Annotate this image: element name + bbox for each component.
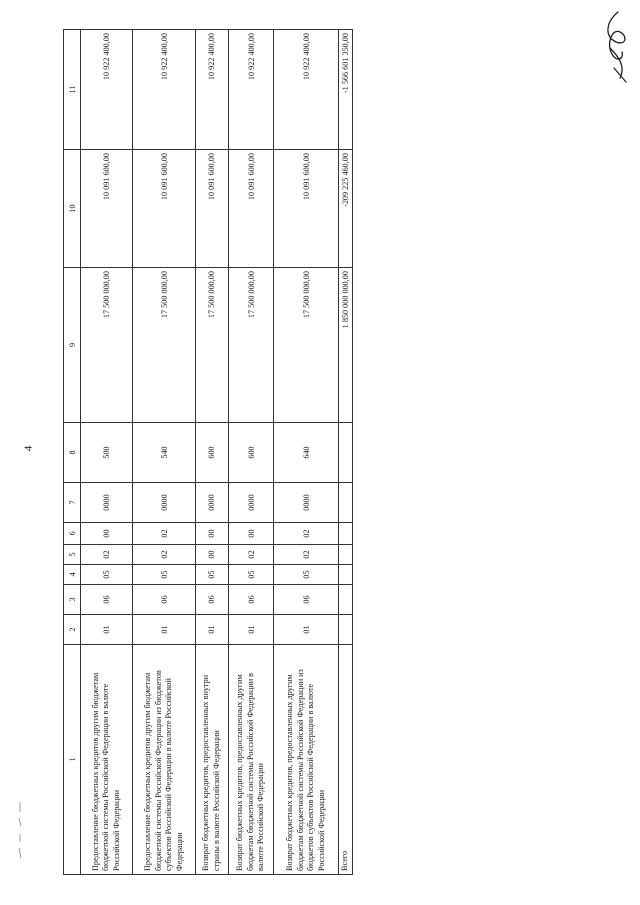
- code-cell: 05: [195, 565, 228, 585]
- code-cell: 600: [195, 423, 228, 483]
- amount-cell: 17 500 000,00: [81, 268, 133, 423]
- row-description: Возврат бюджетных кредитов, предоставленных другим бюджетам бюджетной системы Российской Федерации в валюте Российской Федерации: [229, 645, 274, 875]
- table-row: [195, 30, 228, 875]
- code-cell: 05: [229, 565, 274, 585]
- row-description: Возврат бюджетных кредитов, предоставленных внутри страны в валюте Российской Федерации: [195, 645, 228, 875]
- code-cell: 540: [133, 423, 195, 483]
- amount-cell: 10 091 600,00: [195, 150, 228, 268]
- code-cell: 05: [274, 565, 338, 585]
- code-cell: 500: [81, 423, 133, 483]
- code-cell: 0000: [274, 483, 338, 523]
- column-header: 3: [64, 585, 81, 615]
- code-cell: 06: [195, 585, 228, 615]
- column-header: 10: [64, 150, 81, 268]
- total-label: Всего: [338, 645, 352, 875]
- amount-cell: 17 500 000,00: [195, 268, 228, 423]
- amount-cell: 10 091 600,00: [274, 150, 338, 268]
- handwritten-signature: [598, 8, 632, 88]
- table-row: [81, 30, 133, 875]
- amount-cell: 10 922 400,00: [133, 30, 195, 150]
- page-number: 4: [22, 445, 35, 452]
- code-cell: 0000: [195, 483, 228, 523]
- total-amount: -1 566 601 350,00: [338, 30, 352, 150]
- amount-cell: 17 500 000,00: [133, 268, 195, 423]
- table-row: [133, 30, 195, 875]
- code-cell: 01: [195, 615, 228, 645]
- column-header: 6: [64, 523, 81, 545]
- column-header: 7: [64, 483, 81, 523]
- column-header: 11: [64, 30, 81, 150]
- budget-table: [63, 29, 353, 875]
- code-cell: 02: [229, 545, 274, 565]
- table-header-row: [64, 30, 81, 875]
- code-cell: 00: [195, 545, 228, 565]
- scan-margin-mark: [16, 800, 24, 860]
- amount-cell: 10 922 400,00: [81, 30, 133, 150]
- table-row: [229, 30, 274, 875]
- code-cell: 0000: [133, 483, 195, 523]
- amount-cell: 10 922 400,00: [195, 30, 228, 150]
- code-cell: 01: [81, 615, 133, 645]
- code-cell: 06: [81, 585, 133, 615]
- column-header: 2: [64, 615, 81, 645]
- code-cell: 600: [229, 423, 274, 483]
- code-cell: 02: [274, 523, 338, 545]
- code-cell: 0000: [229, 483, 274, 523]
- total-amount: 1 850 000 000,00: [338, 268, 352, 423]
- amount-cell: 10 922 400,00: [274, 30, 338, 150]
- code-cell: 02: [133, 545, 195, 565]
- code-cell: 06: [133, 585, 195, 615]
- table-row: [274, 30, 338, 875]
- row-description: Предоставление бюджетных кредитов другим бюджетам бюджетной системы Российской Федерации из бюджетов субъектов Российской Федерации в валюте Российской Федерации: [133, 645, 195, 875]
- amount-cell: 10 091 600,00: [81, 150, 133, 268]
- code-cell: 06: [229, 585, 274, 615]
- row-description: Возврат бюджетных кредитов, предоставленных другим бюджетам бюджетной системы Российской Федерации из бюджетов субъектов Российской Федерации в валюте Российской Федерации: [274, 645, 338, 875]
- amount-cell: 17 500 000,00: [229, 268, 274, 423]
- column-header: 8: [64, 423, 81, 483]
- column-header: 5: [64, 545, 81, 565]
- code-cell: 06: [274, 585, 338, 615]
- code-cell: 00: [229, 523, 274, 545]
- code-cell: 01: [274, 615, 338, 645]
- code-cell: 01: [133, 615, 195, 645]
- budget-table-rotated: [63, 30, 353, 875]
- code-cell: 00: [195, 523, 228, 545]
- amount-cell: 17 500 000,00: [274, 268, 338, 423]
- code-cell: 02: [133, 523, 195, 545]
- column-header: 4: [64, 565, 81, 585]
- column-header: 1: [64, 645, 81, 875]
- total-amount: -209 225 460,00: [338, 150, 352, 268]
- row-description: Предоставление бюджетных кредитов другим бюджетам бюджетной системы Российской Федерации в валюте Российской Федерации: [81, 645, 133, 875]
- code-cell: 01: [229, 615, 274, 645]
- amount-cell: 10 091 600,00: [133, 150, 195, 268]
- amount-cell: 10 091 600,00: [229, 150, 274, 268]
- total-row: [338, 30, 352, 875]
- code-cell: 640: [274, 423, 338, 483]
- code-cell: 02: [274, 545, 338, 565]
- code-cell: 05: [81, 565, 133, 585]
- code-cell: 02: [81, 545, 133, 565]
- column-header: 9: [64, 268, 81, 423]
- code-cell: 0000: [81, 483, 133, 523]
- code-cell: 00: [81, 523, 133, 545]
- code-cell: 05: [133, 565, 195, 585]
- amount-cell: 10 922 400,00: [229, 30, 274, 150]
